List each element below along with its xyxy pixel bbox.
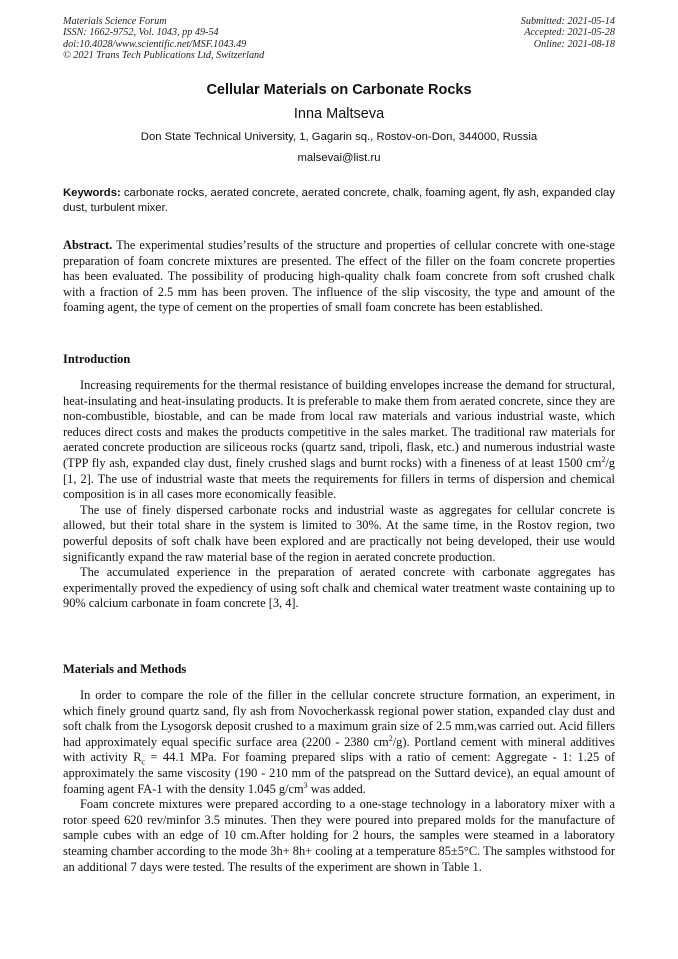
journal-name: Materials Science Forum [63, 16, 167, 27]
abstract-text: The experimental studies’results of the structure and properties of cellular concrete with one-stage preparation of foam concrete mixtures are presented. The effect of the filler on the foam concrete properties has been evaluated. The possibility of producing high-quality chalk foam concrete from soft crushed chalk with a fraction of 2.5 mm has been proven. The influence of the slip viscosity, the type and amount of the foaming agent, the type of cement on the properties of small foam concrete has been established. [63, 238, 615, 315]
online-date: Online: 2021-08-18 [533, 38, 615, 50]
abstract-block [63, 238, 615, 316]
journal-info [63, 16, 264, 62]
keywords-label: Keywords: [63, 187, 121, 199]
publication-dates [521, 16, 615, 50]
author-affiliation: Don State Technical University, 1, Gagarin sq., Rostov-on-Don, 344000, Russia [140, 131, 538, 143]
paragraph-text: /g [1, 2]. The use of industrial waste that meets the requirements for fillers in terms of dispersion and chemical composition is in all cases more economically feasible. [63, 455, 615, 502]
journal-doi: doi:10.4028/www.scientific.net/MSF.1043.49 [63, 38, 247, 50]
introduction-paragraph-2: The use of finely dispersed carbonate rocks and industrial waste as aggregates for cellular concrete is allowed, but their total share in the system is limited to 30%. At the same time, in the Rostov region, two powerful deposits of soft chalk have been explored and are practically not being developed, their use would significantly expand the raw material base of the region in aerated concrete production. [63, 502, 615, 564]
superscript: 3 [303, 780, 308, 790]
methods-paragraph-2: Foam concrete mixtures were prepared according to a one-stage technology in a laboratory mixer with a rotor speed 620 rev/minfor 3.5 minutes. Then they were poured into prepared molds for the manufacture of sample cubes with an edge of 10 cm.After holding for 2 hours, the samples were steamed in a laboratory steaming chamber according to the mode 3h+ 8h+ cooling at a temperature 85±5°C. The samples withstood for an additional 7 days were tested. The results of the experiment are shown in Table 1. [63, 797, 615, 874]
superscript: 2 [388, 733, 393, 743]
introduction-paragraph-3: The accumulated experience in the preparation of aerated concrete with carbonate aggregates has experimentally proved the expediency of using soft chalk and chemical water treatment waste containing up to 90% calcium carbonate in foam concrete [3, 4]. [63, 565, 615, 611]
subscript: c [141, 757, 146, 767]
abstract-label: Abstract. [63, 238, 113, 252]
journal-issn: ISSN: 1662-9752, Vol. 1043, pp 49-54 [63, 27, 219, 39]
superscript: 2 [601, 454, 606, 464]
author-email: malsevai@list.ru [297, 152, 381, 164]
keywords-block [63, 186, 615, 215]
submitted-date: Submitted: 2021-05-14 [520, 16, 615, 27]
introduction-body [63, 378, 615, 612]
paragraph-text: /g). Portland cement with mineral additives with activity R [63, 734, 616, 765]
journal-copyright: © 2021 Trans Tech Publications Ltd, Switzerland [63, 50, 265, 62]
paragraph-text: In order to compare the role of the filler in the cellular concrete structure formation, an experiment, in which finely ground quartz sand, fly ash from Novocherkassk regional power station, expanded clay dust and soft chalk from the Lysogorsk deposit crushed to a maximum grain size of 2.5 mm,was carried out. Acid fillers had approximately equal specific surface area (2200 - 2380 cm [63, 688, 615, 749]
author-name: Inna Maltseva [293, 106, 385, 122]
accepted-date: Accepted: 2021-05-28 [524, 27, 615, 39]
methods-heading: Materials and Methods [63, 662, 187, 676]
introduction-paragraph-1 [63, 378, 615, 503]
paragraph-text: was added. [307, 781, 366, 796]
paragraph-text: Increasing requirements for the thermal resistance of building envelopes increase the demand for structural, heat-insulating and heat-insulating products. It is preferable to make them from aerated concrete, since they are non-combustible, biostable, and can be made from local raw materials and various industrial waste, which reduces direct costs and makes the products competitive in the sales market. The traditional raw materials for aerated concrete production are siliceous rocks (quartz sand, tripoli, flask, etc.) and numerous industrial waste (TPP fly ash, expanded clay dust, finely crushed slags and burnt rocks) with a fineness of at least 1500 cm [63, 378, 615, 470]
paragraph-text: = 44.1 MPa. For foaming prepared slips with a ratio of cement: Aggregate - 1: 1.25 of approximately the same viscosity (190 - 210 mm of the patspread on the Suttard device), an equal amount of foaming agent FA-1 with the density 1.045 g/cm [63, 750, 615, 796]
introduction-heading: Introduction [63, 352, 131, 366]
keywords-text: carbonate rocks, aerated concrete, aerated concrete, chalk, foaming agent, fly ash, expanded clay dust, turbulent mixer. [63, 187, 615, 214]
methods-body [63, 688, 615, 875]
paper-title: Cellular Materials on Carbonate Rocks [206, 82, 472, 98]
methods-paragraph-1 [63, 688, 615, 797]
